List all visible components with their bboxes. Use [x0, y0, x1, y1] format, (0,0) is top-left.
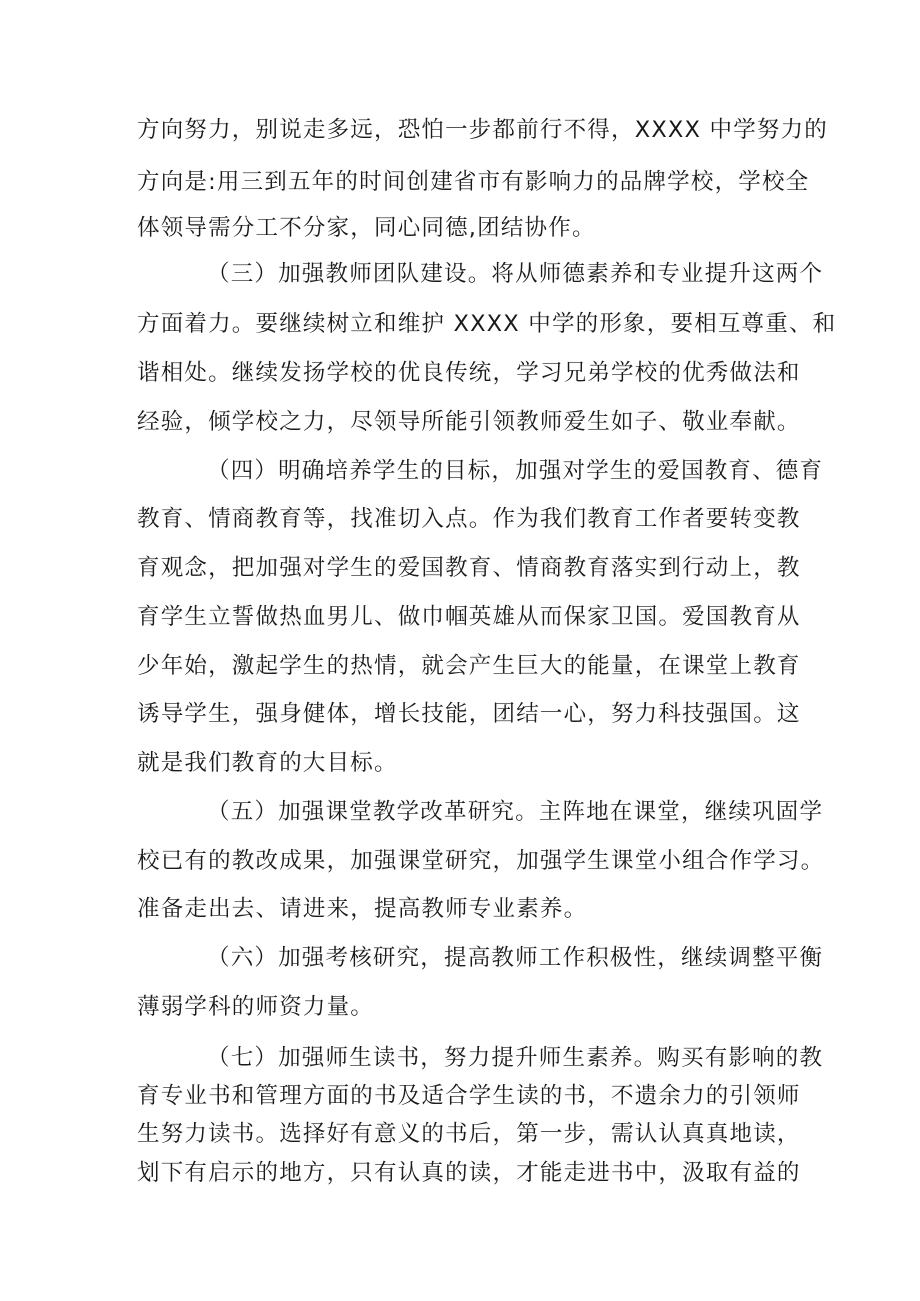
paragraph-continuation-line-2: 方向是:用三到五年的时间创建省市有影响力的品牌学校，学校全 — [137, 169, 810, 195]
paragraph-4-line-1: （四）明确培养学生的目标，加强对学生的爱国教育、德育 — [207, 458, 824, 484]
paragraph-5-line-3: 准备走出去、请进来，提高教师专业素养。 — [137, 896, 588, 922]
paragraph-3-line-1: （三）加强教师团队建设。将从师德素养和专业提升这两个 — [207, 261, 824, 287]
paragraph-3-line-4: 经验，倾学校之力，尽领导所能引领教师爱生如子、敬业奉献。 — [137, 409, 801, 435]
paragraph-4-line-3: 育观念，把加强对学生的爱国教育、情商教育落实到行动上，教 — [137, 555, 801, 581]
paragraph-4-line-6: 诱导学生，强身健体，增长技能，团结一心，努力科技强国。这 — [137, 701, 801, 727]
paragraph-4-line-5: 少年始，激起学生的热情，就会产生巨大的能量，在课堂上教育 — [137, 653, 801, 679]
paragraph-7-line-3: 生努力读书。选择好有意义的书后，第一步，需认认真真地读， — [137, 1121, 801, 1147]
paragraph-7-line-2: 育专业书和管理方面的书及适合学生读的书，不遗余力的引领师 — [137, 1083, 801, 1109]
paragraph-6-line-2: 薄弱学科的师资力量。 — [137, 994, 375, 1020]
paragraph-continuation-line-1: 方向努力，别说走多远，恐怕一步都前行不得，XXXX 中学努力的 — [137, 117, 829, 143]
paragraph-3-line-3: 谐相处。继续发扬学校的优良传统，学习兄弟学校的优秀做法和 — [137, 360, 801, 386]
paragraph-6-line-1: （六）加强考核研究，提高教师工作积极性，继续调整平衡 — [207, 945, 824, 971]
paragraph-3-line-2: 方面着力。要继续树立和维护 XXXX 中学的形象，要相互尊重、和 — [137, 311, 837, 337]
paragraph-7-line-1: （七）加强师生读书，努力提升师生素养。购买有影响的教 — [207, 1045, 824, 1071]
paragraph-5-line-1: （五）加强课堂教学改革研究。主阵地在课堂，继续巩固学 — [207, 799, 824, 825]
paragraph-4-line-2: 教育、情商教育等，找准切入点。作为我们教育工作者要转变教 — [137, 506, 801, 532]
paragraph-4-line-4: 育学生立誓做热血男儿、做巾帼英雄从而保家卫国。爱国教育从 — [137, 604, 801, 630]
paragraph-4-line-7: 就是我们教育的大目标。 — [137, 750, 398, 776]
paragraph-5-line-2: 校已有的教改成果，加强课堂研究，加强学生课堂小组合作学习。 — [137, 848, 825, 874]
paragraph-continuation-line-3: 体领导需分工不分家，同心同德,团结协作。 — [137, 215, 596, 241]
paragraph-7-line-4: 划下有启示的地方，只有认真的读，才能走进书中，汲取有益的 — [137, 1160, 801, 1186]
